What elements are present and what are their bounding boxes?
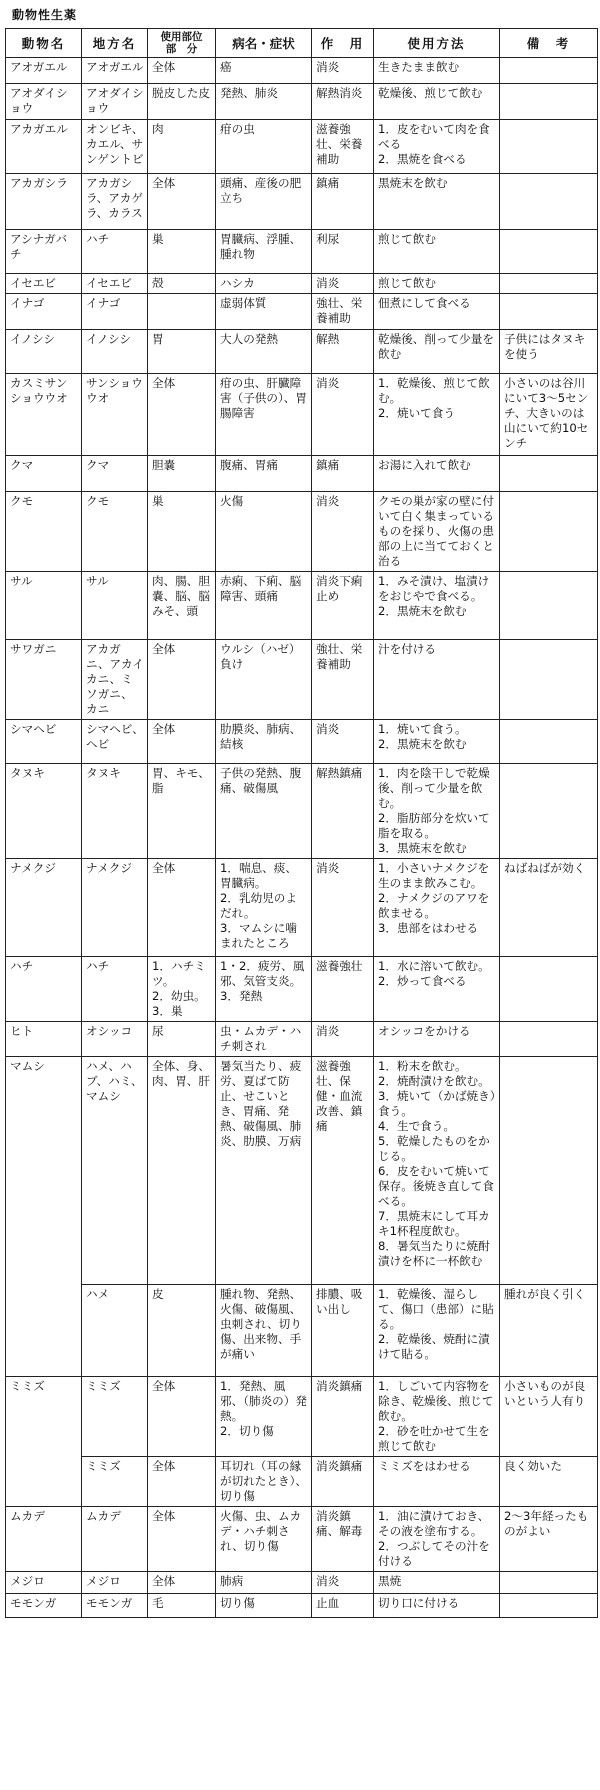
cell-disease: ハシカ	[216, 274, 312, 294]
cell-part: 1．ハチミツ。 2．幼虫。 3．巣	[148, 957, 216, 1022]
cell-note	[500, 274, 598, 294]
cell-disease: 大人の発熱	[216, 330, 312, 374]
cell-animal: ムカデ	[6, 1507, 82, 1572]
cell-action: 強壮、栄養補助	[312, 294, 374, 330]
cell-local: アオガエル	[82, 58, 148, 84]
header-action: 作 用	[312, 29, 374, 58]
cell-animal: クマ	[6, 456, 82, 492]
cell-animal: アオガエル	[6, 58, 82, 84]
table-row	[6, 1572, 598, 1594]
cell-method: 佃煮にして食べる	[374, 294, 500, 330]
cell-disease: 赤痢、下痢、脳障害、頭痛	[216, 572, 312, 640]
cell-action: 消炎	[312, 859, 374, 957]
cell-note	[500, 640, 598, 720]
cell-local: ハチ	[82, 957, 148, 1022]
cell-action: 鎮痛	[312, 174, 374, 230]
table-row	[6, 492, 598, 572]
cell-part: 皮	[148, 1285, 216, 1377]
cell-method: 切り口に付ける	[374, 1594, 500, 1618]
table-row	[6, 1057, 598, 1285]
cell-animal: ナメクジ	[6, 859, 82, 957]
cell-local: アカガシラ、アカゲラ、カラス	[82, 174, 148, 230]
cell-method: 1．水に溶いて飲む。 2．炒って食べる	[374, 957, 500, 1022]
cell-part	[148, 294, 216, 330]
cell-method: 1．皮をむいて肉を食べる 2．黒焼を食べる	[374, 120, 500, 174]
cell-note	[500, 1594, 598, 1618]
cell-disease: 虚弱体質	[216, 294, 312, 330]
cell-method: 1．しごいて内容物を除き、乾燥後、煎じて飲む。 2．砂を吐かせて生を煎じて飲む	[374, 1377, 500, 1457]
cell-method: お湯に入れて飲む	[374, 456, 500, 492]
cell-part: 殻	[148, 274, 216, 294]
cell-animal: サル	[6, 572, 82, 640]
cell-method: 乾燥後、煎じて飲む	[374, 84, 500, 120]
cell-disease: 1．喘息、痰、胃臓病。 2．乳幼児のよだれ。 3．マムシに噛まれたところ	[216, 859, 312, 957]
cell-disease: 切り傷	[216, 1594, 312, 1618]
table-row	[6, 374, 598, 456]
cell-disease: 疳の虫	[216, 120, 312, 174]
header-part: 使用部位 部 分	[148, 29, 216, 58]
table-row	[6, 572, 598, 640]
cell-action: 消炎鎮痛	[312, 1457, 374, 1507]
cell-local: サンショウウオ	[82, 374, 148, 456]
cell-method: 乾燥後、削って少量を飲む	[374, 330, 500, 374]
cell-local: イノシシ	[82, 330, 148, 374]
cell-method: オシッコをかける	[374, 1022, 500, 1057]
cell-method: 1．肉を陰干しで乾燥後、削って少量を飲む。 2．脂肪部分を炊いて脂を取る。 3．黒焼末を飲む	[374, 764, 500, 859]
cell-action: 解熱鎮痛	[312, 764, 374, 859]
page-title: 動物性生薬	[12, 8, 78, 22]
cell-animal: ハチ	[6, 957, 82, 1022]
table-row	[6, 1507, 598, 1572]
cell-action: 消炎	[312, 492, 374, 572]
cell-disease: 耳切れ（耳の縁が切れたとき）、切り傷	[216, 1457, 312, 1507]
cell-part: 胃、キモ、脂	[148, 764, 216, 859]
cell-local: オシッコ	[82, 1022, 148, 1057]
cell-local: オンビキ、カエル、サンゲントビ	[82, 120, 148, 174]
cell-part: 巣	[148, 230, 216, 274]
cell-note	[500, 720, 598, 764]
cell-action: 消炎	[312, 720, 374, 764]
cell-animal: ヒト	[6, 1022, 82, 1057]
cell-local: メジロ	[82, 1572, 148, 1594]
cell-part: 全体	[148, 1377, 216, 1457]
cell-local: ハチ	[82, 230, 148, 274]
cell-note	[500, 1022, 598, 1057]
cell-disease: 腹痛、胃痛	[216, 456, 312, 492]
cell-action: 消炎下痢止め	[312, 572, 374, 640]
cell-part: 尿	[148, 1022, 216, 1057]
table-row	[6, 174, 598, 230]
cell-animal: イノシシ	[6, 330, 82, 374]
cell-disease: 子供の発熱、腹痛、破傷風	[216, 764, 312, 859]
cell-method: 1．乾燥後、煎じて飲む。 2．焼いて食う	[374, 374, 500, 456]
cell-action: 消炎	[312, 58, 374, 84]
cell-part: 毛	[148, 1594, 216, 1618]
cell-disease: 1．発熱、風邪、（肺炎の）発熱。 2．切り傷	[216, 1377, 312, 1457]
cell-animal: ミミズ	[6, 1377, 82, 1507]
cell-disease: 火傷	[216, 492, 312, 572]
cell-part: 脱皮した皮	[148, 84, 216, 120]
cell-note: 2～3年経ったものがよい	[500, 1507, 598, 1572]
cell-action: 強壮、栄養補助	[312, 640, 374, 720]
cell-part: 全体、身、肉、胃、肝	[148, 1057, 216, 1285]
cell-local: タヌキ	[82, 764, 148, 859]
table-row	[6, 1022, 598, 1057]
cell-method: 煎じて飲む	[374, 230, 500, 274]
cell-note	[500, 764, 598, 859]
cell-local: ハメ、ハブ、ハミ、マムシ	[82, 1057, 148, 1285]
cell-local: シマヘビ、ヘビ	[82, 720, 148, 764]
cell-note	[500, 84, 598, 120]
cell-animal: カスミサンショウウオ	[6, 374, 82, 456]
cell-method: 生きたまま飲む	[374, 58, 500, 84]
cell-local: アカガニ、アカイカニ、ミソガニ、カニ	[82, 640, 148, 720]
cell-action: 滋養強壮、栄養補助	[312, 120, 374, 174]
cell-disease: 発熱、肺炎	[216, 84, 312, 120]
cell-part: 全体	[148, 1572, 216, 1594]
table-row	[6, 764, 598, 859]
herbal-table	[5, 28, 598, 1618]
cell-note	[500, 492, 598, 572]
cell-disease: 疳の虫、肝臓障害（子供の）、胃腸障害	[216, 374, 312, 456]
cell-disease: 暑気当たり、疲労、夏ばて防止、せこいとき、胃痛、発熱、破傷風、肺炎、肋膜、万病	[216, 1057, 312, 1285]
cell-note	[500, 957, 598, 1022]
table-row	[6, 330, 598, 374]
cell-method: 煎じて飲む	[374, 274, 500, 294]
cell-disease: 腫れ物、発熱、火傷、破傷風、虫刺され、切り傷、出来物、手が痛い	[216, 1285, 312, 1377]
cell-disease: ウルシ（ハゼ）負け	[216, 640, 312, 720]
table-row	[6, 1285, 598, 1377]
cell-disease: 胃臓病、浮腫、腫れ物	[216, 230, 312, 274]
cell-action: 解熱	[312, 330, 374, 374]
cell-part: 全体	[148, 58, 216, 84]
cell-disease: 肺病	[216, 1572, 312, 1594]
cell-local: イナゴ	[82, 294, 148, 330]
cell-action: 解熱消炎	[312, 84, 374, 120]
cell-part: 胆嚢	[148, 456, 216, 492]
table-row	[6, 640, 598, 720]
cell-method: 黒焼末を飲む	[374, 174, 500, 230]
cell-action: 消炎	[312, 374, 374, 456]
cell-animal: メジロ	[6, 1572, 82, 1594]
cell-note: 腫れが良く引く	[500, 1285, 598, 1377]
cell-part: 全体	[148, 1507, 216, 1572]
cell-method: 汁を付ける	[374, 640, 500, 720]
header-animal: 動物名	[6, 29, 82, 58]
cell-method: 1．小さいナメクジを生のまま飲みこむ。 2．ナメクジのアワを飲ませる。 3．患部をはわせる	[374, 859, 500, 957]
cell-animal: クモ	[6, 492, 82, 572]
cell-animal: モモンガ	[6, 1594, 82, 1618]
cell-disease: 肋膜炎、肺病、結核	[216, 720, 312, 764]
cell-method: 1．乾燥後、湿らして、傷口（患部）に貼る。 2．乾燥後、焼酎に漬けて貼る。	[374, 1285, 500, 1377]
cell-local: クマ	[82, 456, 148, 492]
cell-local: ムカデ	[82, 1507, 148, 1572]
cell-part: 巣	[148, 492, 216, 572]
cell-action: 滋養強壮	[312, 957, 374, 1022]
table-row	[6, 1457, 598, 1507]
table-body	[6, 58, 598, 1618]
cell-local: サル	[82, 572, 148, 640]
cell-action: 鎮痛	[312, 456, 374, 492]
cell-action: 排膿、吸い出し	[312, 1285, 374, 1377]
cell-local: クモ	[82, 492, 148, 572]
cell-disease: 頭痛、産後の肥立ち	[216, 174, 312, 230]
cell-note: ねばねばが効く	[500, 859, 598, 957]
cell-note: 小さいものが良いという人有り	[500, 1377, 598, 1457]
cell-note	[500, 1057, 598, 1285]
header-local: 地方名	[82, 29, 148, 58]
cell-disease: 癌	[216, 58, 312, 84]
cell-note	[500, 174, 598, 230]
table-row	[6, 230, 598, 274]
table-row	[6, 58, 598, 84]
table-row	[6, 120, 598, 174]
cell-note: 良く効いた	[500, 1457, 598, 1507]
cell-action: 消炎	[312, 1022, 374, 1057]
cell-note	[500, 294, 598, 330]
cell-action: 消炎鎮痛	[312, 1377, 374, 1457]
cell-local: ハメ	[82, 1285, 148, 1377]
cell-action: 消炎	[312, 1572, 374, 1594]
cell-local: アオダイショウ	[82, 84, 148, 120]
cell-part: 全体	[148, 1457, 216, 1507]
cell-note	[500, 1572, 598, 1594]
cell-animal: イナゴ	[6, 294, 82, 330]
header-note: 備 考	[500, 29, 598, 58]
table-row	[6, 720, 598, 764]
cell-animal: アオダイショウ	[6, 84, 82, 120]
table-row	[6, 859, 598, 957]
cell-local: イセエビ	[82, 274, 148, 294]
cell-note	[500, 456, 598, 492]
cell-disease: 火傷、虫、ムカデ・ハチ刺され、切り傷	[216, 1507, 312, 1572]
cell-part: 肉、腸、胆嚢、脳、脳みそ、頭	[148, 572, 216, 640]
table-row	[6, 1594, 598, 1618]
cell-note: 子供にはタヌキを使う	[500, 330, 598, 374]
cell-action: 利尿	[312, 230, 374, 274]
cell-method: 1．焼いて食う。 2．黒焼末を飲む	[374, 720, 500, 764]
cell-animal: イセエビ	[6, 274, 82, 294]
table-row	[6, 1377, 598, 1457]
table-row	[6, 274, 598, 294]
cell-disease: 虫・ムカデ・ハチ刺され	[216, 1022, 312, 1057]
cell-part: 全体	[148, 720, 216, 764]
cell-method: 1．みそ漬け、塩漬けをおじやで食べる。 2．黒焼末を飲む	[374, 572, 500, 640]
cell-animal: アカガシラ	[6, 174, 82, 230]
header-method: 使用方法	[374, 29, 500, 58]
cell-note	[500, 572, 598, 640]
cell-part: 全体	[148, 640, 216, 720]
header-row	[6, 29, 598, 58]
cell-animal: タヌキ	[6, 764, 82, 859]
cell-action: 滋養強壮、保健・血流改善、鎮痛	[312, 1057, 374, 1285]
cell-note	[500, 58, 598, 84]
cell-part: 胃	[148, 330, 216, 374]
table-row	[6, 456, 598, 492]
cell-action: 消炎	[312, 274, 374, 294]
cell-method: 黒焼	[374, 1572, 500, 1594]
cell-note	[500, 230, 598, 274]
cell-action: 止血	[312, 1594, 374, 1618]
cell-note	[500, 120, 598, 174]
cell-part: 全体	[148, 174, 216, 230]
cell-action: 消炎鎮痛、解毒	[312, 1507, 374, 1572]
cell-method: ミミズをはわせる	[374, 1457, 500, 1507]
cell-local: モモンガ	[82, 1594, 148, 1618]
header-disease: 病名・症状	[216, 29, 312, 58]
cell-animal: アシナガバチ	[6, 230, 82, 274]
table-row	[6, 84, 598, 120]
cell-method: 1．粉末を飲む。 2．焼酎漬けを飲む。 3．焼いて（かば焼き）食う。 4．生で食う。 5．乾燥したものをかじる。 6．皮をむいて焼いて保存。後焼き直して食べる。 7．黒焼末にして耳カキ1杯程度飲む。 8．暑気当たりに焼酎漬けを杯に一杯飲む	[374, 1057, 500, 1285]
cell-animal: シマヘビ	[6, 720, 82, 764]
cell-part: 全体	[148, 374, 216, 456]
cell-part: 肉	[148, 120, 216, 174]
cell-method: クモの巣が家の壁に付いて白く集まっているものを採り、火傷の患部の上に当てておくと治る	[374, 492, 500, 572]
cell-local: ミミズ	[82, 1457, 148, 1507]
cell-note: 小さいのは谷川にいて3～5センチ、大きいのは山にいて約10センチ	[500, 374, 598, 456]
cell-animal: サワガニ	[6, 640, 82, 720]
cell-animal: マムシ	[6, 1057, 82, 1377]
cell-disease: 1・2．疲労、風邪、気管支炎。 3．発熱	[216, 957, 312, 1022]
table-row	[6, 294, 598, 330]
table-row	[6, 957, 598, 1022]
cell-animal: アカガエル	[6, 120, 82, 174]
cell-method: 1．油に漬けておき、その液を塗布する。 2．つぶしてその汁を付ける	[374, 1507, 500, 1572]
cell-part: 全体	[148, 859, 216, 957]
cell-local: ナメクジ	[82, 859, 148, 957]
cell-local: ミミズ	[82, 1377, 148, 1457]
